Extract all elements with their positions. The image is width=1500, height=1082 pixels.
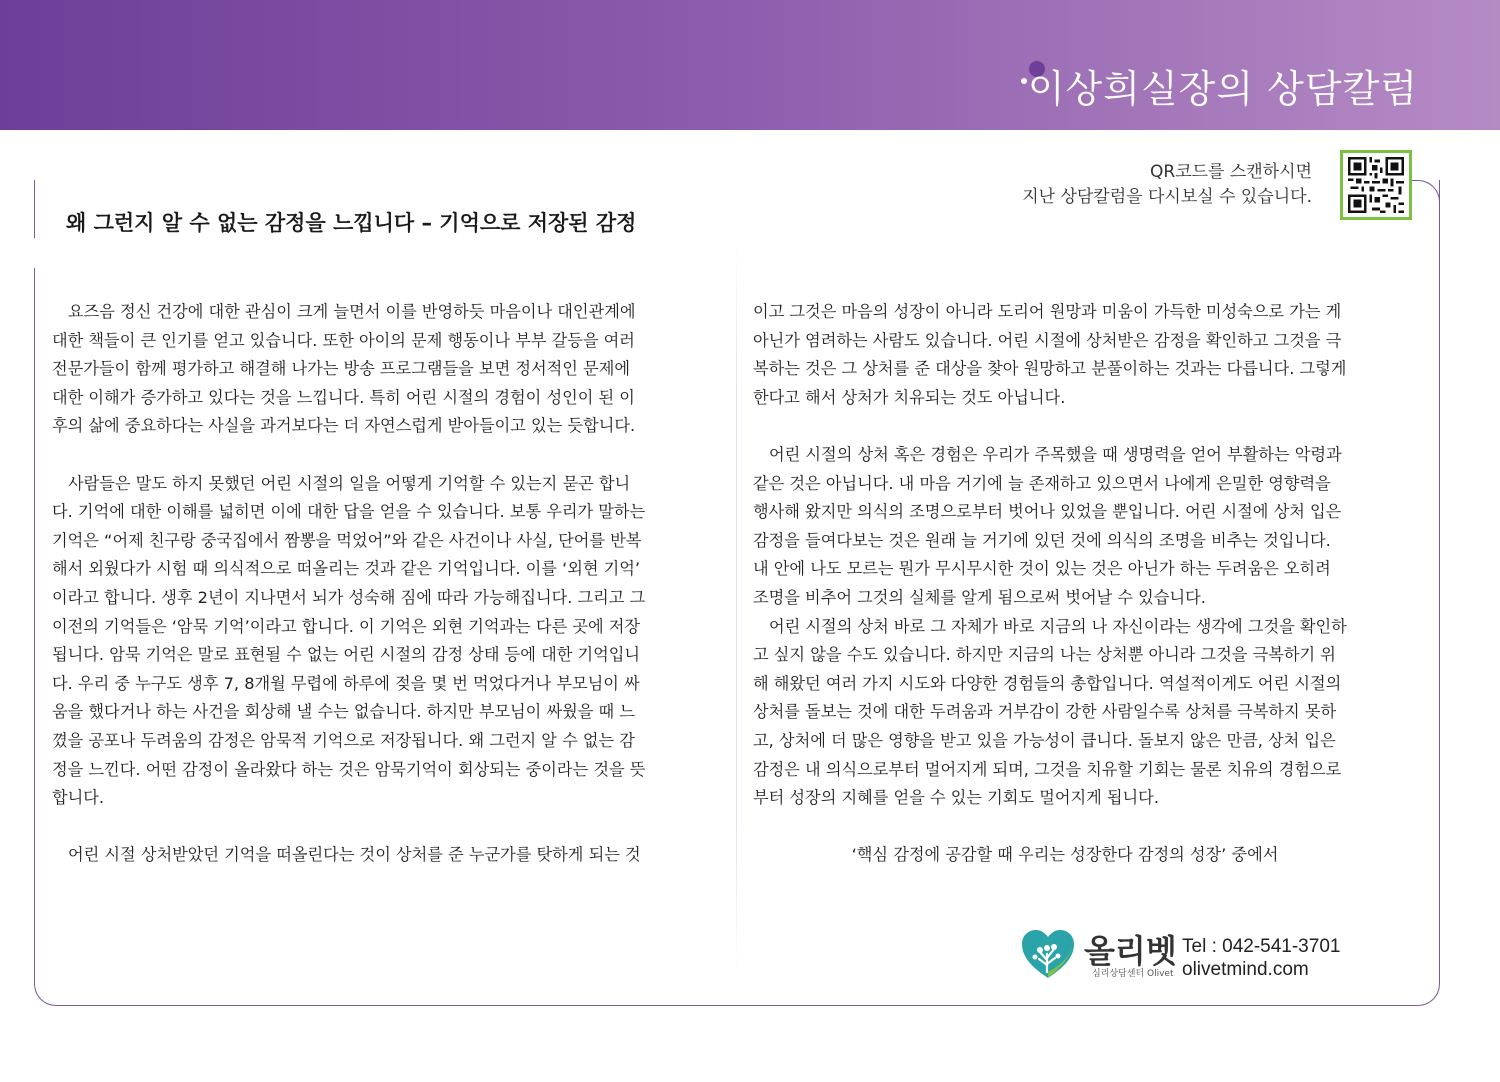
text-line: 고 싶지 않을 수도 있습니다. 하지만 지금의 나는 상처뿐 아니라 그것을 극복하기 위 — [753, 645, 1336, 665]
text-line: 다. 우리 중 누구도 생후 7, 8개월 무렵에 하루에 젖을 몇 번 먹었다거나 부모님이 싸 — [52, 673, 640, 693]
text-line: 내 안에 나도 모르는 뭔가 무시무시한 것이 있는 것은 아닌가 하는 두려움은 오히려 — [753, 559, 1331, 579]
text-line: 대한 이해가 증가하고 있다는 것을 느낍니다. 특히 어린 시절의 경험이 성인이 된 이 — [52, 387, 635, 407]
olivet-logo-icon[interactable] — [1020, 928, 1076, 980]
qr-caption-line: 지난 상담칼럼을 다시보실 수 있습니다. — [1022, 187, 1312, 207]
text-line: 합니다. — [52, 788, 105, 808]
text-line: 대한 책들이 큰 인기를 얻고 있습니다. 또한 아이의 문제 행동이나 부부 갈등을 여러 — [52, 330, 635, 350]
paragraph-gap — [753, 412, 1417, 441]
text-line: 됩니다. 암묵 기억은 말로 표현될 수 없는 어린 시절의 감정 상태 등에 대한 기억입니 — [52, 645, 641, 665]
text-line: 같은 것은 아닙니다. 내 마음 거기에 늘 존재하고 있으면서 나에게 은밀한 영향력을 — [753, 473, 1331, 493]
text-line: 복하는 것은 그 상처를 준 대상을 찾아 원망하고 분풀이하는 것과는 다릅니다. 그렇게 — [753, 359, 1347, 379]
text-line: 움을 했다거나 하는 사건을 회상해 낼 수는 없습니다. 하지만 부모님이 싸웠을 때 느 — [52, 702, 635, 722]
text-line: 한다고 해서 상처가 치유되는 것도 아닙니다. — [753, 387, 1066, 407]
text-line: 부터 성장의 지혜를 얻을 수 있는 기회도 멀어지게 됩니다. — [753, 788, 1159, 808]
text-line: 이라고 합니다. 생후 2년이 지나면서 뇌가 성숙해 짐에 따라 가능해집니다. 그리고 그 — [52, 587, 646, 607]
frame-gap — [34, 238, 36, 268]
text-line: 후의 삶에 중요하다는 사실을 과거보다는 더 자연스럽게 받아들이고 있는 듯합니다. — [52, 416, 636, 436]
heart-tree-icon — [1020, 928, 1076, 980]
text-line: 해서 외웠다가 시험 때 의식적으로 떠올리는 것과 같은 기억입니다. 이를 ‘외현 기억’ — [52, 559, 641, 579]
text-line: 행사해 왔지만 의식의 조명으로부터 벗어나 있었을 뿐입니다. 어린 시절에 상처 입은 — [753, 502, 1342, 522]
article-headline: 왜 그런지 알 수 없는 감정을 느낍니다 – 기억으로 저장된 감정 — [66, 211, 637, 235]
website-link[interactable]: olivetmind.com — [1182, 959, 1309, 980]
bullet-dot-icon — [1021, 78, 1027, 84]
text-line: 어린 시절의 상처 혹은 경험은 우리가 주목했을 때 생명력을 얻어 부활하는 악령과 — [769, 444, 1342, 464]
contact-info — [1182, 935, 1340, 981]
text-line: 어린 시절의 상처 바로 그 자체가 바로 지금의 나 자신이라는 생각에 그것을 확인하 — [769, 616, 1347, 636]
text-line: 조명을 비추어 그것의 실체를 알게 됨으로써 벗어날 수 있습니다. — [753, 587, 1206, 607]
paragraph-gap — [52, 813, 720, 842]
text-line: 이전의 기억들은 ‘암묵 기억’이라고 합니다. 이 기억은 외현 기억과는 다른 곳에 저장 — [52, 616, 641, 636]
brand-subtitle: 심리상담센터 Olivet — [1092, 969, 1174, 979]
source-quote: ‘핵심 감정에 공감할 때 우리는 성장한다 감정의 성장’ 중에서 — [851, 845, 1279, 865]
column-title: 이상희실장의 상담칼럼 — [1027, 67, 1418, 111]
text-line: 요즈음 정신 건강에 대한 관심이 크게 늘면서 이를 반영하듯 마음이나 대인관계에 — [68, 302, 636, 321]
qr-caption-line: QR코드를 스캔하시면 — [1150, 162, 1312, 182]
article-left-column — [52, 298, 720, 870]
text-line: 상처를 돌보는 것에 대한 두려움과 거부감이 강한 사람일수록 상처를 극복하지 못하 — [753, 702, 1337, 722]
text-line: 정을 느낀다. 어떤 감정이 올라왔다 하는 것은 암묵기억이 회상되는 중이라는 것을 뜻 — [52, 759, 646, 779]
text-line: 해 해왔던 여러 가지 시도와 다양한 경험들의 총합입니다. 역설적이게도 어린 시절의 — [753, 673, 1342, 693]
text-line: 다. 기억에 대한 이해를 넓히면 이에 대한 답을 얻을 수 있습니다. 보통 우리가 말하는 — [52, 502, 646, 522]
brand-name: 올리벳 — [1084, 932, 1177, 970]
paragraph-gap — [753, 813, 1417, 842]
header-banner — [0, 0, 1500, 130]
text-line: 이고 그것은 마음의 성장이 아니라 도리어 원망과 미움이 가득한 미성숙으로 가는 게 — [753, 302, 1342, 321]
text-line: 전문가들이 함께 평가하고 해결해 나가는 방송 프로그램들을 보면 정서적인 문제에 — [52, 359, 630, 379]
column-divider — [736, 240, 737, 975]
text-line: 감정을 들여다보는 것은 원래 늘 거기에 있던 것에 의식의 조명을 비추는 것입니다. — [753, 530, 1331, 550]
text-line: 아닌가 염려하는 사람도 있습니다. 어린 시절에 상처받은 감정을 확인하고 그것을 극 — [753, 330, 1342, 350]
paragraph-gap — [52, 441, 720, 470]
text-line: 어린 시절 상처받았던 기억을 떠올린다는 것이 상처를 준 누군가를 탓하게 되는 것 — [68, 845, 641, 865]
article-right-column — [753, 298, 1417, 870]
text-line: 감정은 내 의식으로부터 멀어지게 되며, 그것을 치유할 기회는 물론 치유의 경험으로 — [753, 759, 1342, 779]
text-line: 꼈을 공포나 두려움의 감정은 암묵적 기억으로 저장됩니다. 왜 그런지 알 수 없는 감 — [52, 730, 635, 750]
text-line: 기억은 “어제 친구랑 중국집에서 짬뽕을 먹었어”와 같은 사건이나 사실, 단어를 반복 — [52, 530, 642, 550]
phone-number: Tel : 042-541-3701 — [1182, 936, 1341, 957]
text-line: 사람들은 말도 하지 못했던 어린 시절의 일을 어떻게 기억할 수 있는지 묻곤 합니 — [68, 473, 631, 493]
text-line: 고, 상처에 더 많은 영향을 받고 있을 가능성이 큽니다. 돌보지 않은 만큼, 상처 입은 — [753, 730, 1336, 750]
